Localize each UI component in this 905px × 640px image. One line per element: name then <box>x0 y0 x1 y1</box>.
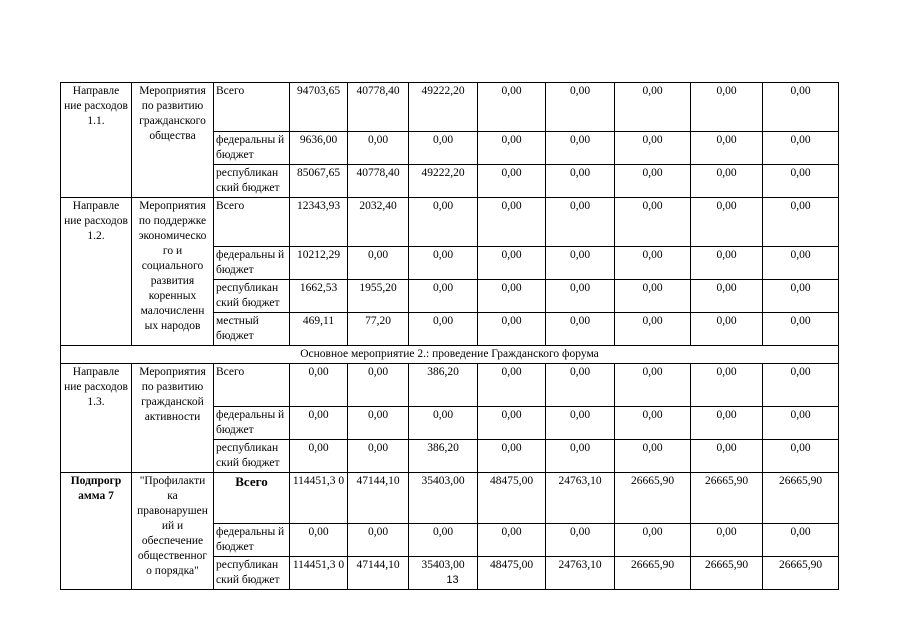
amount-cell: 0,00 <box>290 364 348 407</box>
amount-cell: 0,00 <box>348 440 409 473</box>
table-row <box>61 83 839 132</box>
amount-cell: 0,00 <box>691 83 763 132</box>
amount-cell: 0,00 <box>763 313 839 346</box>
amount-cell: 0,00 <box>763 247 839 280</box>
amount-cell: 0,00 <box>615 198 691 247</box>
amount-cell: 0,00 <box>691 364 763 407</box>
amount-cell: 386,20 <box>409 440 478 473</box>
amount-cell: 12343,93 <box>290 198 348 247</box>
amount-cell: 0,00 <box>409 524 478 557</box>
amount-cell: 0,00 <box>290 524 348 557</box>
amount-cell: 0,00 <box>763 440 839 473</box>
amount-cell: 0,00 <box>546 280 615 313</box>
amount-cell: 0,00 <box>763 407 839 440</box>
amount-cell: 0,00 <box>409 247 478 280</box>
funding-source-cell: федеральны й бюджет <box>214 132 290 165</box>
amount-cell: 40778,40 <box>348 165 409 198</box>
amount-cell: 0,00 <box>478 198 546 247</box>
amount-cell: 48475,00 <box>478 557 546 590</box>
amount-cell: 0,00 <box>615 132 691 165</box>
page-number: 13 <box>446 574 459 586</box>
amount-cell: 10212,29 <box>290 247 348 280</box>
amount-cell: 48475,00 <box>478 473 546 524</box>
amount-cell: 0,00 <box>691 524 763 557</box>
amount-cell: 47144,10 <box>348 557 409 590</box>
amount-cell: 0,00 <box>691 280 763 313</box>
funding-source-cell: Всего <box>214 198 290 247</box>
funding-source-cell: Всего <box>214 364 290 407</box>
amount-cell: 94703,65 <box>290 83 348 132</box>
amount-cell: 26665,90 <box>615 473 691 524</box>
amount-cell: 0,00 <box>409 407 478 440</box>
amount-cell: 0,00 <box>546 440 615 473</box>
amount-cell: 0,00 <box>615 165 691 198</box>
funding-source-cell: республикан ский бюджет <box>214 440 290 473</box>
amount-cell: 40778,40 <box>348 83 409 132</box>
funding-source-cell: местный бюджет <box>214 313 290 346</box>
expense-code-cell: Направле ние расходов 1.3. <box>61 364 132 473</box>
amount-cell: 35403,00 <box>409 557 478 590</box>
amount-cell: 0,00 <box>763 364 839 407</box>
amount-cell: 26665,90 <box>763 557 839 590</box>
funding-source-cell: Всего <box>214 83 290 132</box>
amount-cell: 0,00 <box>615 440 691 473</box>
amount-cell: 0,00 <box>615 313 691 346</box>
amount-cell: 0,00 <box>546 407 615 440</box>
amount-cell: 0,00 <box>763 280 839 313</box>
amount-cell: 0,00 <box>691 198 763 247</box>
activity-name-cell: Мероприятия по поддержке экономическо го и социального развития коренных малочисленн ых народов <box>132 198 214 346</box>
amount-cell: 0,00 <box>615 280 691 313</box>
expense-code-cell: Направле ние расходов 1.2. <box>61 198 132 346</box>
funding-source-cell: республикан ский бюджет <box>214 557 290 590</box>
amount-cell: 0,00 <box>763 165 839 198</box>
funding-source-cell: федеральны й бюджет <box>214 407 290 440</box>
amount-cell: 114451,3 0 <box>290 473 348 524</box>
amount-cell: 1955,20 <box>348 280 409 313</box>
amount-cell: 469,11 <box>290 313 348 346</box>
table-row <box>61 198 839 247</box>
funding-source-cell: республикан ский бюджет <box>214 280 290 313</box>
amount-cell: 0,00 <box>691 407 763 440</box>
section-title: Основное мероприятие 2.: проведение Гражданского форума <box>61 346 839 364</box>
section-row <box>61 346 839 364</box>
amount-cell: 0,00 <box>478 247 546 280</box>
amount-cell: 0,00 <box>409 280 478 313</box>
amount-cell: 24763,10 <box>546 557 615 590</box>
amount-cell: 49222,20 <box>409 165 478 198</box>
amount-cell: 0,00 <box>478 83 546 132</box>
amount-cell: 0,00 <box>546 524 615 557</box>
amount-cell: 0,00 <box>615 247 691 280</box>
amount-cell: 0,00 <box>409 198 478 247</box>
amount-cell: 0,00 <box>546 83 615 132</box>
amount-cell: 26665,90 <box>691 557 763 590</box>
amount-cell: 0,00 <box>615 364 691 407</box>
amount-cell: 0,00 <box>478 440 546 473</box>
amount-cell: 0,00 <box>478 364 546 407</box>
amount-cell: 0,00 <box>546 198 615 247</box>
amount-cell: 0,00 <box>478 165 546 198</box>
table-row <box>61 364 839 407</box>
amount-cell: 0,00 <box>409 132 478 165</box>
amount-cell: 0,00 <box>478 313 546 346</box>
amount-cell: 0,00 <box>409 313 478 346</box>
amount-cell: 0,00 <box>546 313 615 346</box>
amount-cell: 9636,00 <box>290 132 348 165</box>
amount-cell: 0,00 <box>763 132 839 165</box>
amount-cell: 0,00 <box>348 364 409 407</box>
amount-cell: 1662,53 <box>290 280 348 313</box>
amount-cell: 26665,90 <box>691 473 763 524</box>
amount-cell: 0,00 <box>478 132 546 165</box>
funding-source-cell: республикан ский бюджет <box>214 165 290 198</box>
amount-cell: 0,00 <box>348 407 409 440</box>
amount-cell: 0,00 <box>615 524 691 557</box>
amount-cell: 2032,40 <box>348 198 409 247</box>
amount-cell: 49222,20 <box>409 83 478 132</box>
amount-cell: 0,00 <box>546 247 615 280</box>
amount-cell: 47144,10 <box>348 473 409 524</box>
amount-cell: 0,00 <box>615 83 691 132</box>
amount-cell: 0,00 <box>546 165 615 198</box>
amount-cell: 24763,10 <box>546 473 615 524</box>
amount-cell: 0,00 <box>615 407 691 440</box>
amount-cell: 114451,3 0 <box>290 557 348 590</box>
amount-cell: 0,00 <box>546 132 615 165</box>
amount-cell: 0,00 <box>691 165 763 198</box>
amount-cell: 0,00 <box>691 313 763 346</box>
amount-cell: 0,00 <box>348 524 409 557</box>
amount-cell: 35403,00 <box>409 473 478 524</box>
amount-cell: 0,00 <box>546 364 615 407</box>
amount-cell: 0,00 <box>348 132 409 165</box>
amount-cell: 0,00 <box>478 407 546 440</box>
expense-code-cell: Подпрогр амма 7 <box>61 473 132 590</box>
activity-name-cell: Мероприятия по развитию гражданского общества <box>132 83 214 198</box>
amount-cell: 0,00 <box>691 247 763 280</box>
amount-cell: 0,00 <box>290 407 348 440</box>
amount-cell: 0,00 <box>763 83 839 132</box>
budget-table <box>60 82 839 590</box>
table-row <box>61 473 839 524</box>
expense-code-cell: Направле ние расходов 1.1. <box>61 83 132 198</box>
amount-cell: 0,00 <box>691 440 763 473</box>
amount-cell: 26665,90 <box>615 557 691 590</box>
activity-name-cell: Мероприятия по развитию гражданской активности <box>132 364 214 473</box>
funding-source-cell: федеральны й бюджет <box>214 524 290 557</box>
activity-name-cell: "Профилакти ка правонарушен ий и обеспечение общественног о порядка" <box>132 473 214 590</box>
amount-cell: 0,00 <box>348 247 409 280</box>
amount-cell: 0,00 <box>478 524 546 557</box>
amount-cell: 386,20 <box>409 364 478 407</box>
amount-cell: 26665,90 <box>763 473 839 524</box>
funding-source-cell: Всего <box>214 473 290 524</box>
funding-source-cell: федеральны й бюджет <box>214 247 290 280</box>
amount-cell: 0,00 <box>691 132 763 165</box>
amount-cell: 85067,65 <box>290 165 348 198</box>
amount-cell: 0,00 <box>763 198 839 247</box>
amount-cell: 77,20 <box>348 313 409 346</box>
amount-cell: 0,00 <box>763 524 839 557</box>
amount-cell: 0,00 <box>290 440 348 473</box>
amount-cell: 0,00 <box>478 280 546 313</box>
